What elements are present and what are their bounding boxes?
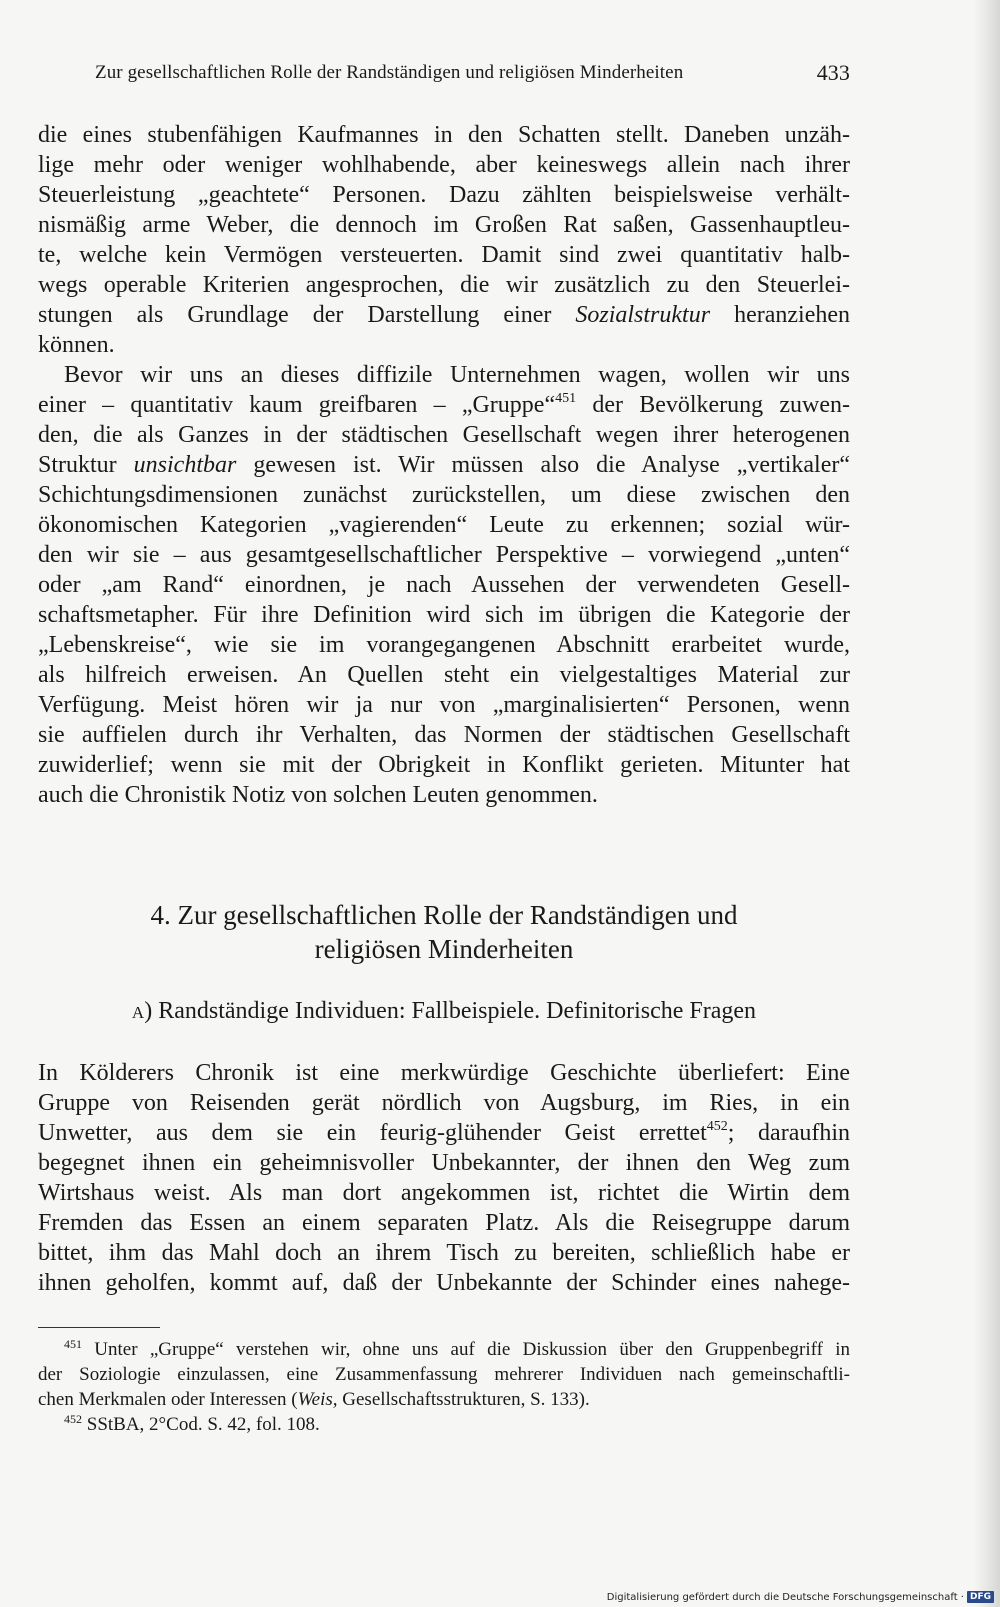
text-line: wegs operable Kriterien angesprochen, die wir zusätzlich zu den Steuerlei- — [38, 272, 850, 298]
text-line: den wir sie – aus gesamtgesellschaftlicher Perspektive – vorwiegend „unten“ — [38, 542, 850, 568]
footnote-451: $^{451}$ Unter „Gruppe“ verstehen wir, ohne uns auf die Diskussion über den Gruppenbegriff in — [64, 1337, 851, 1360]
text-line: sie auffielen durch ihr Verhalten, das Normen der städtischen Gesellschaft — [38, 722, 850, 748]
text-line: auch die Chronistik Notiz von solchen Leuten genommen. — [38, 782, 598, 808]
footnote-rule — [38, 1327, 160, 1328]
text-line: Gruppe von Reisenden gerät nördlich von Augsburg, im Ries, in ein — [38, 1090, 850, 1116]
page-number: 433 — [816, 60, 850, 85]
text-line: den, die als Ganzes in der städtischen Gesellschaft wegen ihrer heterogenen — [38, 422, 850, 448]
paragraph-2 — [38, 360, 850, 810]
text-line: ihnen geholfen, kommt auf, daß der Unbekannte der Schinder eines nahege- — [38, 1270, 850, 1296]
text-line: schaftsmetapher. Für ihre Definition wird sich im übrigen die Kategorie der — [38, 602, 850, 628]
text-line: die eines stubenfähigen Kaufmannes in den Schatten stellt. Daneben unzäh- — [38, 122, 850, 148]
footnotes — [38, 1337, 850, 1437]
subsection-heading — [38, 998, 850, 1025]
text-line: begegnet ihnen ein geheimnisvoller Unbekannter, der ihnen den Weg zum — [38, 1150, 850, 1176]
paragraph-3 — [38, 1058, 850, 1298]
text-line: Unwetter, aus dem sie ein feurig-glühender Geist errettet$^{452}$; daraufhin — [38, 1119, 850, 1146]
footnote-line: chen Merkmalen oder Interessen (Weis, Gesellschaftsstrukturen, S. 133). — [38, 1389, 590, 1410]
text-line: te, welche kein Vermögen versteuerten. Damit sind zwei quantitativ halb- — [38, 242, 850, 268]
section-heading-line: religiösen Minderheiten — [314, 934, 574, 964]
text-line: lige mehr oder weniger wohlhabende, aber keineswegs allein nach ihrer — [38, 152, 850, 178]
text-line: einer – quantitativ kaum greifbaren – „Gruppe“$^{451}$ der Bevölkerung zuwen- — [38, 391, 851, 418]
text-line: Struktur unsichtbar gewesen ist. Wir müssen also die Analyse „vertikaler“ — [38, 452, 851, 478]
subsection-marker: a) — [131, 998, 153, 1024]
text-line: stungen als Grundlage der Darstellung einer Sozialstruktur heranziehen — [38, 302, 851, 328]
running-head-title: Zur gesellschaftlichen Rolle der Randständigen und religiösen Minderheiten — [95, 62, 684, 83]
text-line: Steuerleistung „geachtete“ Personen. Dazu zählten beispielsweise verhält- — [38, 182, 850, 208]
italic-term: Sozialstruktur — [575, 302, 711, 328]
section-heading-line: 4. Zur gesellschaftlichen Rolle der Randständigen und — [150, 900, 738, 930]
footnote-number: 452 — [64, 1412, 82, 1426]
text-line: Schichtungsdimensionen zunächst zurückstellen, um diese zwischen den — [38, 482, 850, 508]
author-name: Weis, — [297, 1389, 338, 1410]
text-line: In Kölderers Chronik ist eine merkwürdige Geschichte überliefert: Eine — [38, 1060, 850, 1086]
text-line: bittet, ihm das Mahl doch an ihrem Tisch zu bereiten, schließlich habe er — [38, 1240, 850, 1266]
text-line: Fremden das Essen an einem separaten Platz. Als die Reisegruppe darum — [38, 1210, 850, 1236]
text-line: nismäßig arme Weber, die dennoch im Großen Rat saßen, Gassenhauptleu- — [38, 212, 850, 238]
text-line: ökonomischen Kategorien „vagierenden“ Leute zu erkennen; sozial wür- — [38, 512, 850, 538]
text-line: Wirtshaus weist. Als man dort angekommen ist, richtet die Wirtin dem — [38, 1180, 850, 1206]
text-line: als hilfreich erweisen. An Quellen steht ein vielgestaltiges Material zur — [38, 662, 850, 688]
text-line: zuwiderlief; wenn sie mit der Obrigkeit in Konflikt gerieten. Mitunter hat — [38, 752, 850, 778]
footnote-number: 451 — [64, 1337, 82, 1351]
italic-term: unsichtbar — [133, 452, 237, 478]
footnote-ref-452[interactable]: 452 — [706, 1119, 728, 1134]
page-gutter-shadow — [974, 0, 1000, 1607]
subsection-title: Randständige Individuen: Fallbeispiele. Definitorische Fragen — [158, 998, 757, 1024]
text-line: Verfügung. Meist hören wir ja nur von „marginalisierten“ Personen, wenn — [38, 692, 850, 718]
text-line: „Lebenskreise“, wie sie im vorangegangenen Abschnitt erarbeitet wurde, — [38, 632, 850, 658]
digitization-credit — [607, 1591, 994, 1603]
footnote-ref-451[interactable]: 451 — [555, 391, 577, 406]
digitization-credit-text: Digitalisierung gefördert durch die Deutsche Forschungsgemeinschaft · — [606, 1591, 964, 1603]
text-line: Bevor wir uns an dieses diffizile Unternehmen wagen, wollen wir uns — [64, 362, 850, 388]
section-heading — [38, 898, 850, 966]
text-line: oder „am Rand“ einordnen, je nach Aussehen der verwendeten Gesell- — [38, 572, 850, 598]
text-line: können. — [38, 332, 115, 358]
paragraph-1 — [38, 120, 850, 360]
dfg-logo: DFG — [967, 1591, 994, 1603]
footnote-452: $^{452}$ SStBA, 2°Cod. S. 42, fol. 108. — [64, 1412, 320, 1435]
footnote-line: der Soziologie einzulassen, eine Zusammenfassung mehrerer Individuen nach gemeinschaftli- — [38, 1364, 850, 1385]
